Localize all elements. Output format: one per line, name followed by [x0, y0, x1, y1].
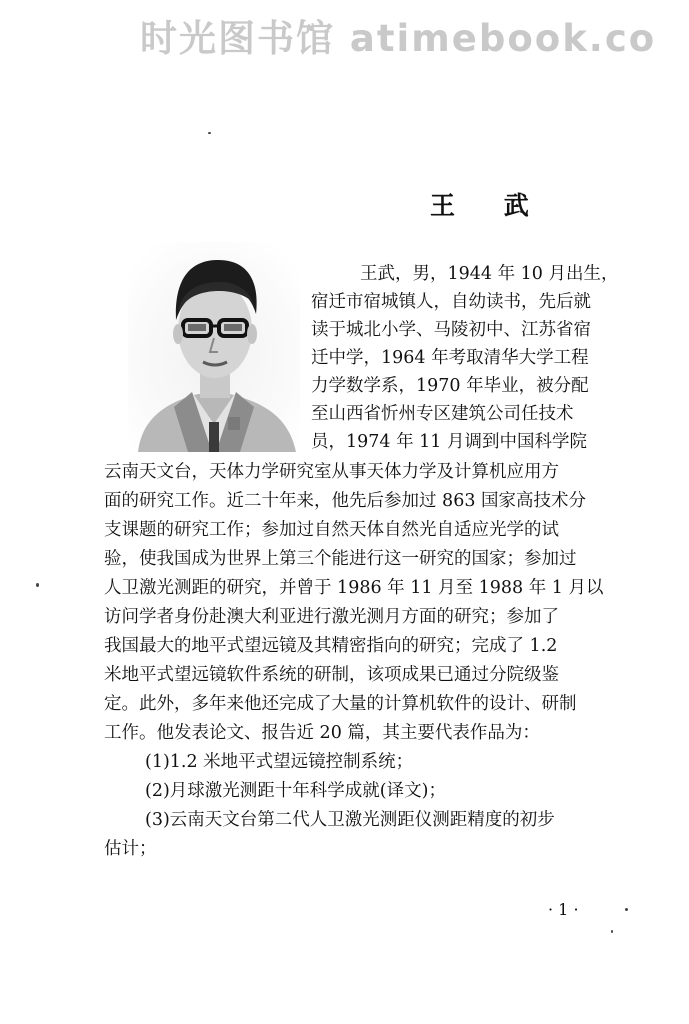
- watermark: 时光图书馆 atimebook.co: [140, 17, 657, 60]
- page-title: 王 武: [430, 191, 549, 220]
- works-list-item: (2)月球激光测距十年科学成就(译文)；: [145, 781, 446, 801]
- page-number: · 1 ·: [548, 900, 579, 919]
- works-list-item: (3)云南天文台第二代人卫激光测距仪测距精度的初步: [145, 810, 555, 830]
- bio-text-line: 工作。他发表论文、报告近 20 篇，其主要代表作品为：: [104, 723, 540, 743]
- bio-text-line: 云南天文台，天体力学研究室从事天体力学及计算机应用方: [104, 462, 559, 482]
- bio-text-line: 定。此外，多年来他还完成了大量的计算机软件的设计、研制: [104, 694, 577, 714]
- works-list-item: 估计；: [104, 839, 157, 859]
- scan-speck: [611, 930, 613, 933]
- scan-speck: [208, 132, 211, 134]
- bio-text-line: 宿迁市宿城镇人，自幼读书，先后就: [311, 292, 591, 312]
- bio-text-line: 人卫激光测距的研究，并曾于 1986 年 11 月至 1988 年 1 月以: [104, 578, 604, 598]
- scan-speck: [36, 583, 39, 587]
- bio-text-line: 迁中学，1964 年考取清华大学工程: [311, 348, 589, 368]
- bio-text-line: 访问学者身份赴澳大利亚进行激光测月方面的研究；参加了: [104, 607, 559, 627]
- works-list-item: (1)1.2 米地平式望远镜控制系统；: [145, 752, 414, 772]
- bio-text-line: 支课题的研究工作；参加过自然天体自然光自适应光学的试: [104, 520, 559, 540]
- bio-text-line: 面的研究工作。近二十年来，他先后参加过 863 国家高技术分: [104, 491, 587, 511]
- bio-text-line: 员，1974 年 11 月调到中国科学院: [311, 432, 587, 452]
- bio-text-line: 王武，男，1944 年 10 月出生，: [360, 264, 619, 284]
- bio-text-line: 读于城北小学、马陵初中、江苏省宿: [311, 320, 591, 340]
- bio-text-line: 我国最大的地平式望远镜及其精密指向的研究；完成了 1.2: [104, 636, 558, 656]
- bio-text-line: 至山西省忻州专区建筑公司任技术: [311, 404, 574, 424]
- portrait-photo: [128, 242, 300, 452]
- scan-speck: [625, 908, 628, 911]
- bio-text-line: 验，使我国成为世界上第三个能进行这一研究的国家；参加过: [104, 549, 577, 569]
- bio-text-line: 米地平式望远镜软件系统的研制，该项成果已通过分院级鉴: [104, 665, 559, 685]
- bio-text-line: 力学数学系，1970 年毕业，被分配: [311, 376, 589, 396]
